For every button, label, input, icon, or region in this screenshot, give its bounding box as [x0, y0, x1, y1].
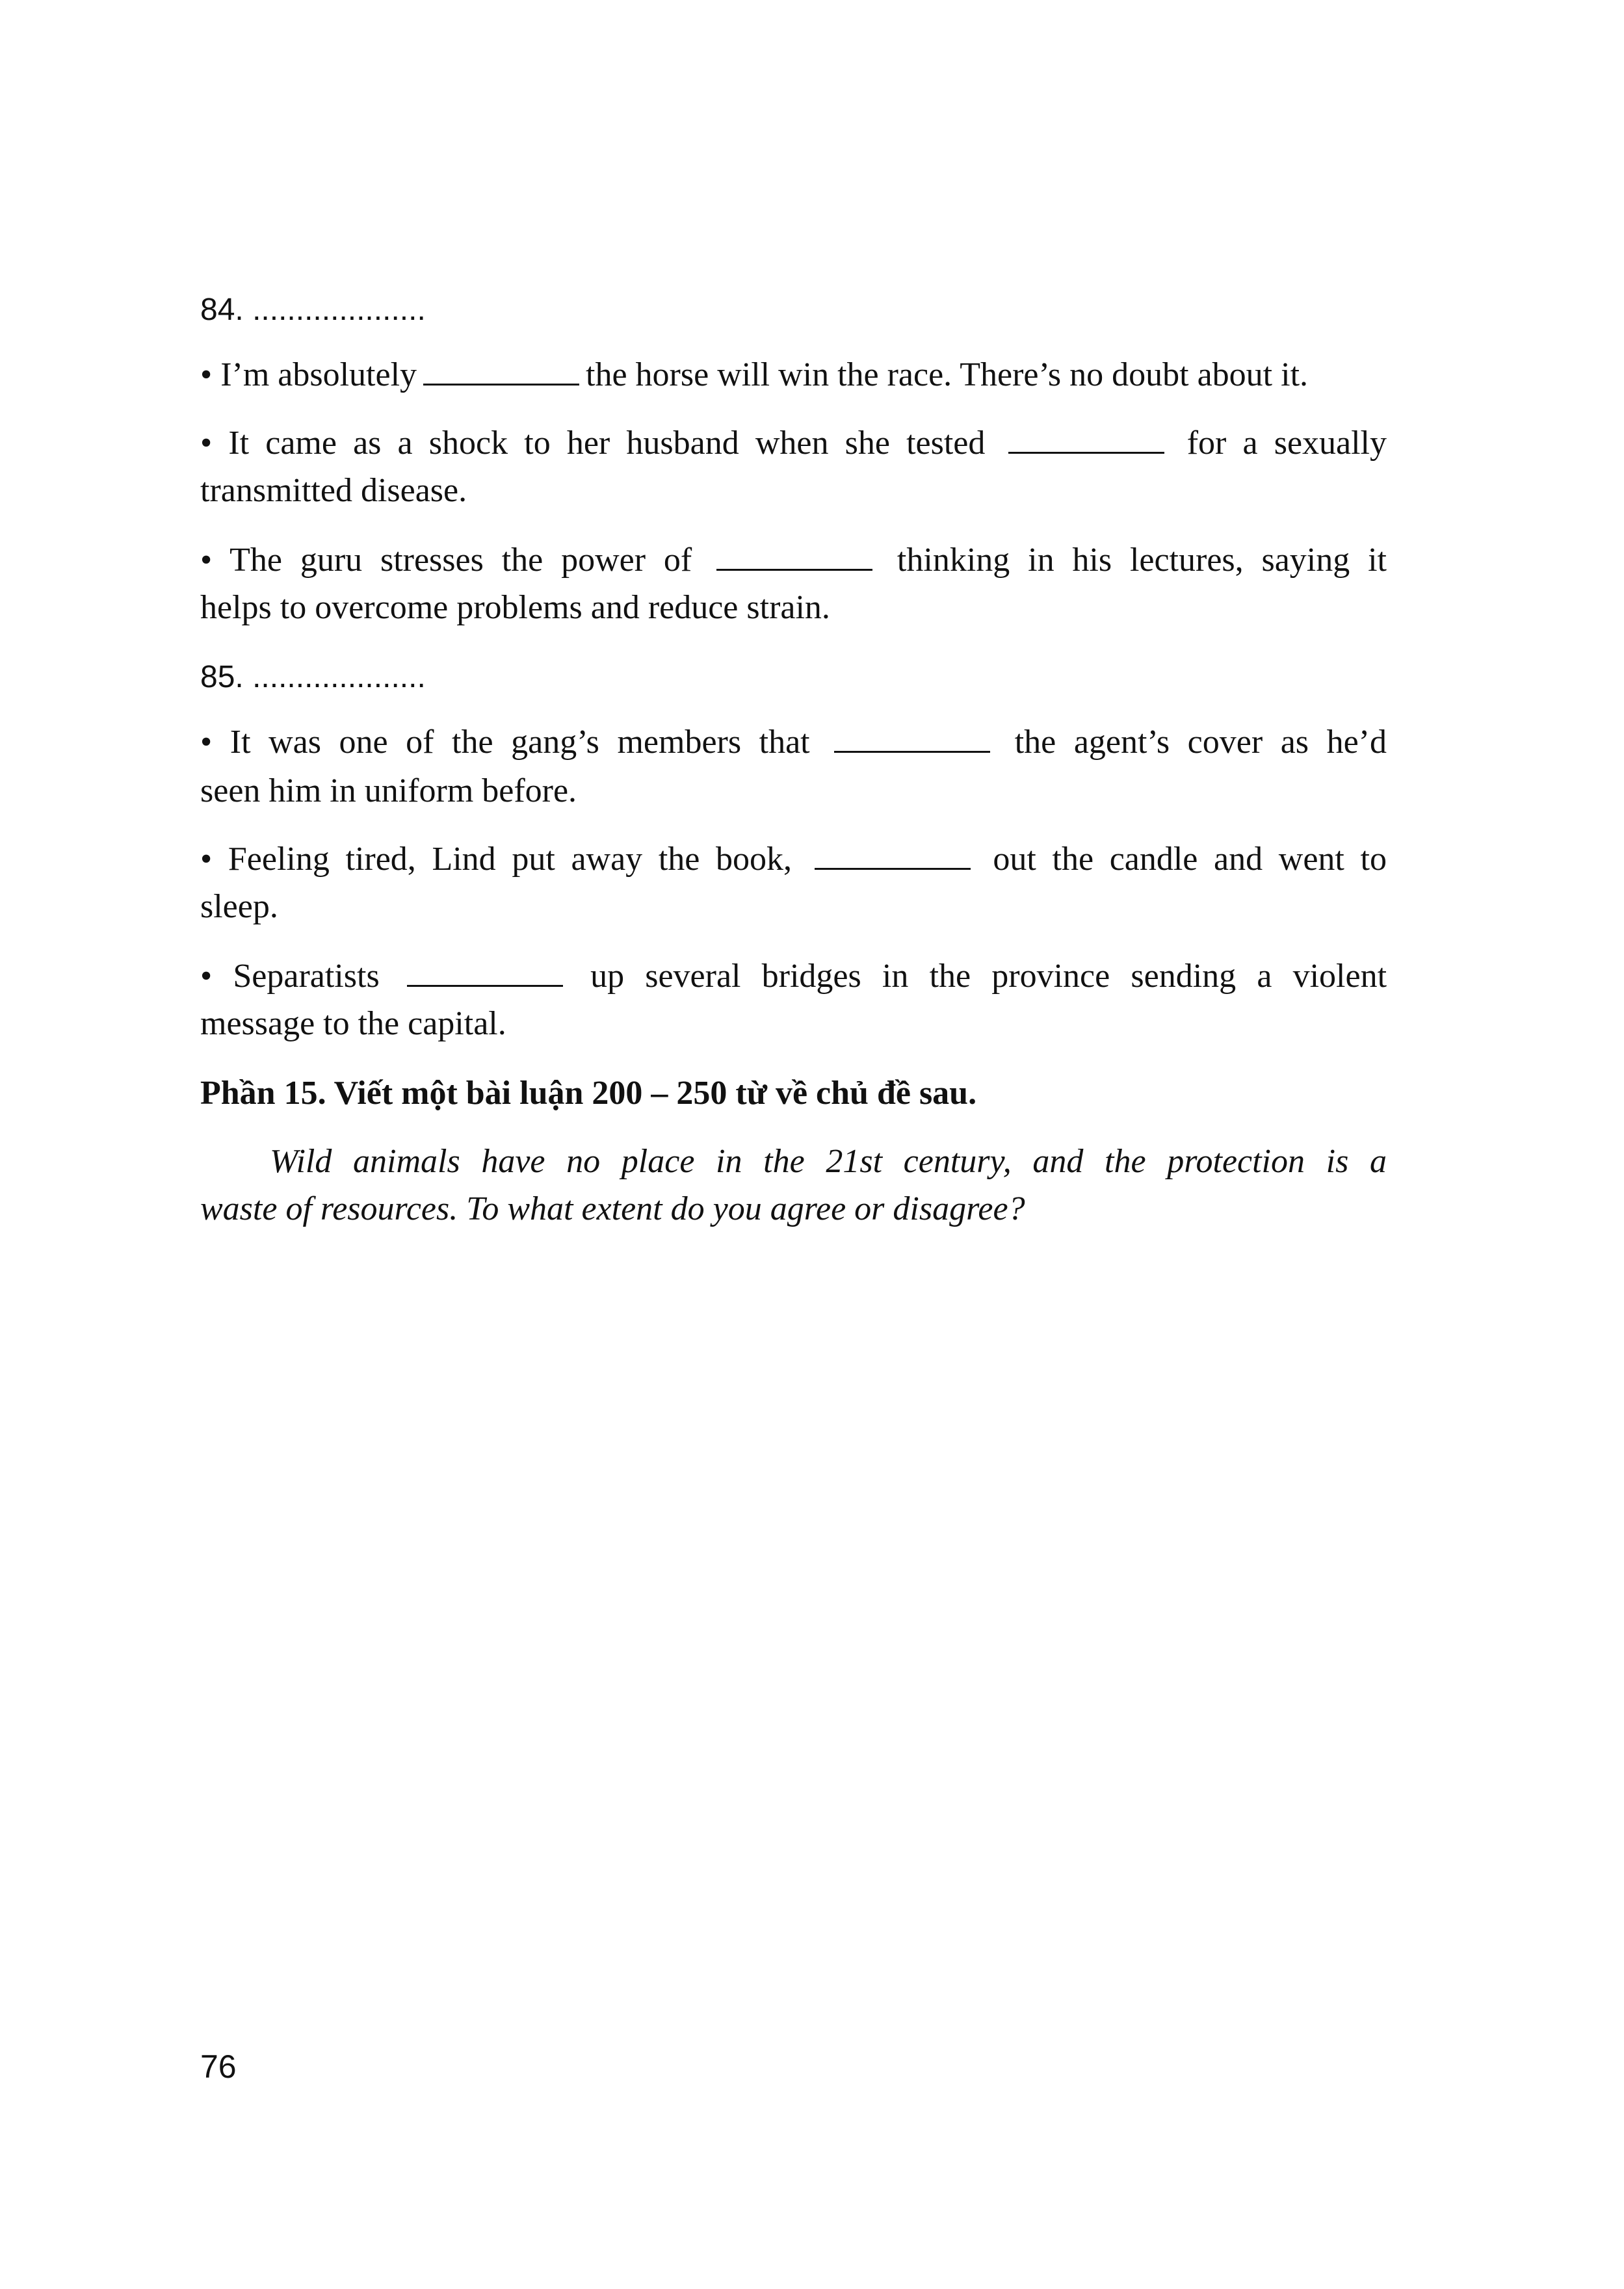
answer-blank[interactable]: [815, 839, 971, 870]
question-84-item-1: [200, 351, 1387, 399]
item-text-after: out the candle and went to: [993, 841, 1387, 878]
question-84-item-3-continued: helps to overcome problems and reduce strain.: [200, 589, 830, 626]
essay-prompt-line-1: Wild animals have no place in the 21st century, and the protection is a: [270, 1143, 1387, 1180]
question-85-item-1: [200, 718, 1387, 766]
item-text-after: the agent’s cover as he’d: [1014, 724, 1387, 761]
question-85-item-2: [200, 835, 1387, 883]
item-text-after: the horse will win the race. There’s no doubt about it.: [586, 356, 1309, 393]
item-text-after: thinking in his lectures, saying it: [897, 542, 1387, 579]
answer-blank[interactable]: [716, 540, 872, 571]
question-85-item-1-continued: seen him in uniform before.: [200, 772, 577, 809]
essay-prompt-line-2: waste of resources. To what extent do you agree or disagree?: [200, 1190, 1025, 1227]
item-text-before: • Feeling tired, Lind put away the book,: [200, 841, 792, 878]
item-text-before: • It was one of the gang’s members that: [200, 724, 810, 761]
question-85-item-2-continued: sleep.: [200, 888, 278, 925]
page-number: 76: [200, 2048, 237, 2085]
item-text-before: • I’m absolutely: [200, 356, 417, 393]
question-85-number: 85. ....................: [200, 660, 426, 694]
answer-blank[interactable]: [407, 956, 563, 987]
item-text-before: • The guru stresses the power of: [200, 542, 692, 579]
item-text-after: up several bridges in the province sending a violent: [590, 958, 1387, 995]
answer-blank[interactable]: [423, 355, 579, 386]
answer-blank[interactable]: [834, 722, 990, 753]
question-85-item-3: [200, 952, 1387, 1001]
question-84-item-3: [200, 536, 1387, 584]
item-text-after: for a sexually: [1186, 425, 1387, 462]
question-85-item-3-continued: message to the capital.: [200, 1005, 506, 1042]
question-84-item-2-continued: transmitted disease.: [200, 472, 467, 509]
item-text-before: • Separatists: [200, 958, 380, 995]
question-84-number: 84. ....................: [200, 293, 426, 327]
answer-blank[interactable]: [1008, 423, 1164, 454]
item-text-before: • It came as a shock to her husband when she tested: [200, 425, 986, 462]
section-heading: Phần 15. Viết một bài luận 200 – 250 từ về chủ đề sau.: [200, 1075, 977, 1112]
question-84-item-2: [200, 419, 1387, 467]
